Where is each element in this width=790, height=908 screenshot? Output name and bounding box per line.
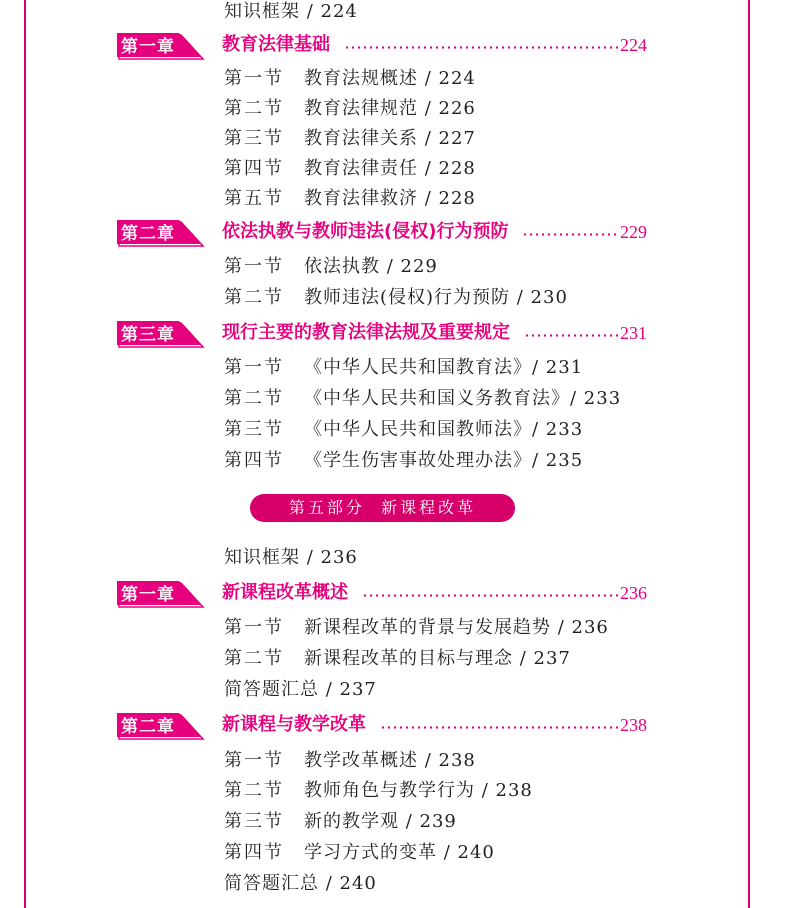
toc-section bbox=[0, 749, 790, 779]
section-title: 教师角色与教学行为 / 238 bbox=[304, 780, 533, 801]
chapter-title: 新课程改革概述 bbox=[222, 582, 348, 603]
section-number: 第四节 bbox=[224, 842, 284, 863]
toc-section bbox=[0, 286, 790, 316]
section-number: 第二节 bbox=[224, 98, 284, 119]
toc-entry-text: 知识框架 / 236 bbox=[224, 547, 358, 568]
toc-section bbox=[0, 97, 790, 127]
section-number: 第二节 bbox=[224, 388, 284, 409]
section-number: 第五节 bbox=[224, 188, 284, 209]
dot-leader bbox=[524, 334, 618, 337]
section-title: 教育法律救济 / 228 bbox=[304, 188, 476, 209]
chapter-badge-label: 第二章 bbox=[121, 224, 175, 244]
section-number: 第三节 bbox=[224, 128, 284, 149]
part-title: 新课程改革 bbox=[381, 498, 477, 517]
toc-entry-text: 简答题汇总 / 237 bbox=[224, 679, 377, 700]
chapter-title: 教育法律基础 bbox=[222, 34, 330, 55]
toc-section bbox=[0, 387, 790, 417]
section-title: 《中华人民共和国义务教育法》/ 233 bbox=[304, 388, 622, 409]
section-number: 第二节 bbox=[224, 648, 284, 669]
section-number: 第二节 bbox=[224, 287, 284, 308]
chapter-badge-label: 第一章 bbox=[121, 37, 175, 57]
section-title: 依法执教 / 229 bbox=[304, 256, 438, 277]
dot-leader bbox=[344, 46, 618, 49]
section-title: 教师违法(侵权)行为预防 / 230 bbox=[304, 287, 568, 308]
toc-section bbox=[0, 647, 790, 677]
chapter-badge bbox=[117, 220, 205, 248]
section-title: 《中华人民共和国教育法》/ 231 bbox=[304, 357, 584, 378]
section-number: 第一节 bbox=[224, 256, 284, 277]
chapter-page-number: 236 bbox=[620, 583, 647, 603]
part-label: 第五部分 bbox=[288, 498, 365, 517]
part-banner bbox=[250, 494, 515, 522]
toc-entry-text: 知识框架 / 224 bbox=[224, 1, 358, 22]
toc-section bbox=[0, 841, 790, 871]
chapter-badge-label: 第二章 bbox=[121, 717, 175, 737]
toc-entry bbox=[0, 0, 790, 30]
section-title: 新的教学观 / 239 bbox=[304, 811, 457, 832]
section-title: 《中华人民共和国教师法》/ 233 bbox=[304, 419, 584, 440]
section-number: 第一节 bbox=[224, 68, 284, 89]
chapter-page-number: 238 bbox=[620, 715, 647, 735]
toc-section bbox=[0, 779, 790, 809]
section-number: 第四节 bbox=[224, 158, 284, 179]
section-title: 新课程改革的背景与发展趋势 / 236 bbox=[304, 617, 609, 638]
dot-leader bbox=[380, 726, 618, 729]
section-title: 教育法律关系 / 227 bbox=[304, 128, 476, 149]
chapter-badge-label: 第三章 bbox=[121, 325, 175, 345]
toc-chapter bbox=[0, 713, 790, 743]
chapter-title: 现行主要的教育法律法规及重要规定 bbox=[222, 322, 510, 343]
toc-entry bbox=[0, 872, 790, 902]
section-number: 第三节 bbox=[224, 419, 284, 440]
section-title: 教学改革概述 / 238 bbox=[304, 750, 476, 771]
chapter-title: 新课程与教学改革 bbox=[222, 714, 366, 735]
chapter-title: 依法执教与教师违法(侵权)行为预防 bbox=[222, 221, 509, 242]
section-title: 新课程改革的目标与理念 / 237 bbox=[304, 648, 571, 669]
dot-leader bbox=[522, 233, 618, 236]
toc-section bbox=[0, 127, 790, 157]
toc-entry bbox=[0, 678, 790, 708]
toc-section bbox=[0, 810, 790, 840]
dot-leader bbox=[362, 594, 618, 597]
toc-section bbox=[0, 157, 790, 187]
toc-entry bbox=[0, 546, 790, 576]
toc-chapter bbox=[0, 581, 790, 611]
toc-section bbox=[0, 356, 790, 386]
chapter-badge bbox=[117, 581, 205, 609]
chapter-badge bbox=[117, 321, 205, 349]
toc-chapter bbox=[0, 321, 790, 351]
section-title: 教育法律规范 / 226 bbox=[304, 98, 476, 119]
toc-entry-text: 简答题汇总 / 240 bbox=[224, 873, 377, 894]
chapter-badge-label: 第一章 bbox=[121, 585, 175, 605]
chapter-badge bbox=[117, 713, 205, 741]
toc-section bbox=[0, 187, 790, 217]
section-number: 第三节 bbox=[224, 811, 284, 832]
section-title: 教育法律责任 / 228 bbox=[304, 158, 476, 179]
chapter-page-number: 231 bbox=[620, 323, 647, 343]
chapter-page-number: 224 bbox=[620, 35, 647, 55]
section-number: 第二节 bbox=[224, 780, 284, 801]
section-title: 《学生伤害事故处理办法》/ 235 bbox=[304, 450, 584, 471]
toc-section bbox=[0, 418, 790, 448]
section-number: 第一节 bbox=[224, 750, 284, 771]
toc-chapter bbox=[0, 220, 790, 250]
section-number: 第一节 bbox=[224, 617, 284, 638]
section-title: 教育法规概述 / 224 bbox=[304, 68, 476, 89]
chapter-page-number: 229 bbox=[620, 222, 647, 242]
toc-section bbox=[0, 255, 790, 285]
toc-section bbox=[0, 449, 790, 479]
toc-chapter bbox=[0, 33, 790, 63]
section-title: 学习方式的变革 / 240 bbox=[304, 842, 495, 863]
toc-section bbox=[0, 67, 790, 97]
toc-section bbox=[0, 616, 790, 646]
section-number: 第四节 bbox=[224, 450, 284, 471]
section-number: 第一节 bbox=[224, 357, 284, 378]
chapter-badge bbox=[117, 33, 205, 61]
